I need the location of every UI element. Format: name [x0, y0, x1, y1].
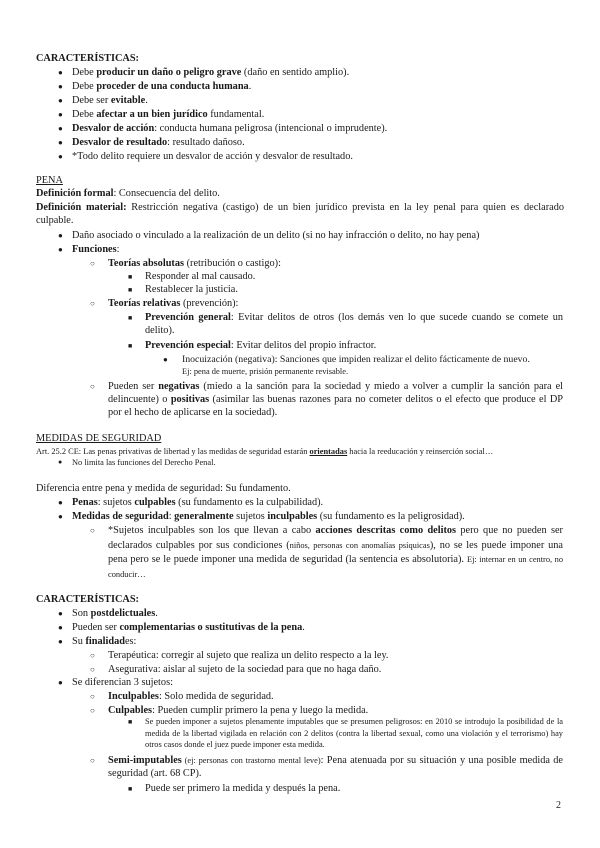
bullet-icon: [58, 150, 63, 163]
bullet-icon: [128, 283, 132, 297]
definition-material: Definición material: Restricción negativa (castigo) de un bien jurídico prevista en la ley penal para quien es declarado culpable.: [36, 202, 564, 226]
list-item: Debe proceder de una conducta humana.: [72, 81, 252, 92]
list-item: Son postdelictuales.: [72, 608, 158, 619]
list-item: Daño asociado o vinculado a la realización de un delito (si no hay infracción o delito, no hay pena): [72, 230, 480, 241]
paragraph-diferencia: Diferencia entre pena y medida de seguridad: Su fundamento.: [36, 483, 291, 494]
list-item-culpables: Culpables: Pueden cumplir primero la pena y luego la medida.: [108, 705, 369, 716]
article-citation: Art. 25.2 CE: Las penas privativas de libertad y las medidas de seguridad estarán orientadas hacia la reeducación y reinserción social…: [36, 447, 494, 456]
bullet-icon: [128, 339, 132, 353]
list-item: Puede ser primero la medida y después la pena.: [145, 783, 341, 794]
list-item: Se diferencian 3 sujetos:: [72, 677, 173, 688]
bullet-icon: [58, 94, 63, 107]
list-item-inculpables: Inculpables: Solo medida de seguridad.: [108, 691, 274, 702]
list-item-inocuizacion: Inocuización (negativa): Sanciones que impiden realizar el delito fácticamente de nuevo.: [182, 354, 530, 365]
bullet-icon: [58, 621, 63, 634]
section-heading-caracteristicas: CARACTERÍSTICAS:: [36, 53, 139, 64]
list-item-inculpables-note: *Sujetos inculpables son los que llevan a cabo acciones descritas como delitos pero que no pueden ser declarados culpables por sus condiciones (niños, personas con anomalías psíquicas), no se les puede imponer una pena pero se le puede imponer una medida de seguridad (la sentencia es absolutoria). Ej: internar en un centro, no conducir…: [108, 525, 564, 579]
bullet-icon: [128, 270, 132, 284]
bullet-icon: [128, 782, 132, 796]
list-item-medidas: Medidas de seguridad: generalmente sujetos inculpables (su fundamento es la peligrosidad).: [72, 511, 465, 522]
bullet-icon: [90, 297, 95, 310]
bullet-icon: [58, 243, 63, 256]
bullet-icon: [90, 754, 95, 767]
section-heading-pena: PENA: [36, 175, 63, 186]
list-item: Pueden ser complementarias o sustitutivas de la pena.: [72, 622, 305, 633]
list-item-semi-imputables: Semi-imputables (ej: personas con trastorno mental leve): Pena atenuada por su situación y una posible medida de seguridad (art. 68 CP).: [108, 755, 563, 779]
section-heading-medidas: MEDIDAS DE SEGURIDAD: [36, 433, 162, 444]
list-item: Restablecer la justicia.: [145, 284, 238, 295]
list-item-finalidades: Su finalidades:: [72, 636, 137, 647]
list-item: Asegurativa: aislar al sujeto de la sociedad para que no haga daño.: [108, 664, 382, 675]
bullet-icon: [90, 524, 95, 537]
bullet-icon: [58, 66, 63, 79]
bullet-icon: [90, 380, 95, 393]
list-item-funciones: Funciones:: [72, 244, 120, 255]
bullet-icon: [58, 136, 63, 149]
list-item-prevencion-especial: Prevención especial: Evitar delitos del propio infractor.: [145, 340, 377, 351]
bullet-icon: [128, 716, 132, 728]
section-heading-caracteristicas-2: CARACTERÍSTICAS:: [36, 594, 139, 605]
list-item: Terapéutica: corregir al sujeto que realiza un delito respecto a la ley.: [108, 650, 389, 661]
bullet-icon: [90, 663, 95, 676]
bullet-icon: [58, 496, 63, 509]
list-item-teorias-relativas: Teorías relativas (prevención):: [108, 298, 239, 309]
list-item-penas: Penas: sujetos culpables (su fundamento es la culpabilidad).: [72, 497, 324, 508]
bullet-icon: [58, 457, 62, 468]
list-item-negativas-positivas: Pueden ser negativas (miedo a la sanción para la sociedad y miedo a volver a cumplir la sanción para el delincuente) o positivas (asimilar las buenas razones para no cometer delitos o el efecto que produce el DP por el hecho de aplicarse en la sociedad).: [108, 381, 563, 418]
bullet-icon: [90, 649, 95, 662]
bullet-icon: [58, 607, 63, 620]
list-item: Desvalor de resultado: resultado dañoso.: [72, 137, 245, 148]
bullet-icon: [58, 635, 63, 648]
bullet-icon: [58, 108, 63, 121]
bullet-icon: [58, 676, 63, 689]
bullet-icon: [58, 510, 63, 523]
list-item: Debe afectar a un bien jurídico fundamental.: [72, 109, 265, 120]
list-item: No limita las funciones del Derecho Penal.: [72, 458, 216, 467]
list-item: Debe ser evitable.: [72, 95, 148, 106]
bullet-icon: [90, 257, 95, 270]
bullet-icon: [128, 311, 132, 325]
bullet-icon: [163, 353, 168, 366]
list-item-culpables-note: Se pueden imponer a sujetos plenamente imputables que se presumen peligrosos: en 2010 se introdujo la posibilidad de la medida de la libertad vigilada en relación con 2 delitos (contra la libertad sexual, como una violación y el terrorismo) hay otros casos donde el juez puede imponer esta medida.: [145, 717, 563, 749]
list-item: Responder al mal causado.: [145, 271, 256, 282]
list-item-prevencion-general: Prevención general: Evitar delitos de otros (los demás ven lo que sucede cuando se comete un delito).: [145, 312, 563, 336]
list-item: Debe producir un daño o peligro grave (daño en sentido amplio).: [72, 67, 350, 78]
bullet-icon: [90, 690, 95, 703]
bullet-icon: [58, 122, 63, 135]
example-note: Ej: pena de muerte, prisión permanente revisable.: [182, 367, 349, 376]
list-item: Desvalor de acción: conducta humana peligrosa (intencional o imprudente).: [72, 123, 388, 134]
page-number: 2: [556, 800, 561, 811]
bullet-icon: [90, 704, 95, 717]
list-item-teorias-absolutas: Teorías absolutas (retribución o castigo):: [108, 258, 281, 269]
definition-formal: Definición formal: Consecuencia del delito.: [36, 188, 220, 199]
list-item: *Todo delito requiere un desvalor de acción y desvalor de resultado.: [72, 151, 353, 162]
bullet-icon: [58, 229, 63, 242]
bullet-icon: [58, 80, 63, 93]
